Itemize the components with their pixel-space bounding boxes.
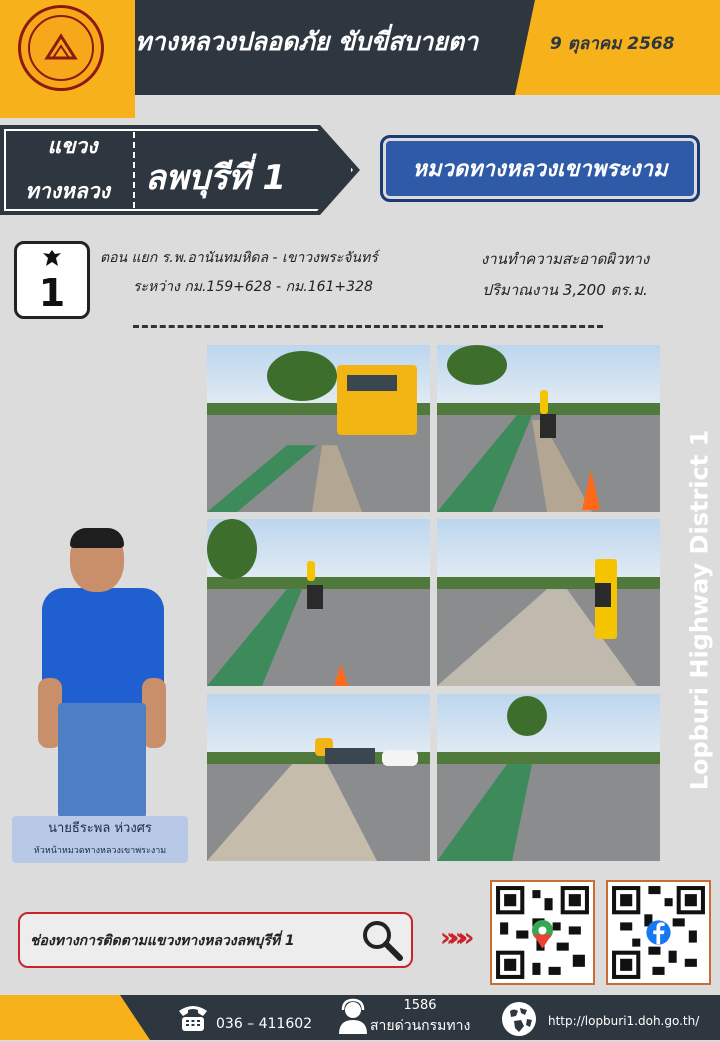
- hotline-number[interactable]: 1586: [403, 998, 437, 1013]
- section-name: หมวดทางหลวงเขาพระงาม: [412, 157, 668, 182]
- follow-channel-text: ช่องทางการติดตามแขวงทางหลวงลพบุรีที่ 1: [30, 933, 295, 949]
- qr-facebook[interactable]: [606, 880, 711, 985]
- work-type: งานทำความสะอาดผิวทาง: [480, 250, 650, 268]
- person-photo: [38, 528, 168, 818]
- photo-worker-sweeping: [437, 519, 660, 686]
- photo-workers-cone: [437, 345, 660, 512]
- search-icon[interactable]: [360, 918, 404, 962]
- dashed-divider: [133, 325, 603, 328]
- route-shield: [14, 241, 90, 319]
- district-vertical-label: [683, 410, 715, 810]
- phone-number[interactable]: 036 – 411602: [216, 1016, 313, 1032]
- department-of-highways-logo: [18, 5, 104, 91]
- operator-icon: [335, 998, 371, 1036]
- route-km-range: ระหว่าง กม.159+628 - กม.161+328: [133, 279, 373, 295]
- logo-emblem-icon: [28, 15, 94, 81]
- photo-median-green: [437, 694, 660, 861]
- person-title: หัวหน้าหมวดทางหลวงเขาพระงาม: [33, 846, 167, 856]
- globe-icon: [500, 1000, 538, 1038]
- person-name: นายธีระพล ห่วงศร: [48, 821, 152, 836]
- work-quantity: ปริมาณงาน 3,200 ตร.ม.: [482, 281, 648, 299]
- photo-truck-roadside: [207, 345, 430, 512]
- garuda-emblem-icon: [17, 248, 87, 273]
- chevrons-right-icon: »»»: [440, 923, 467, 953]
- page-title: ทางหลวงปลอดภัย ขับขี่สบายตา: [135, 27, 479, 56]
- district-label-line1: แขวง: [47, 134, 98, 158]
- route-number: 1: [38, 271, 66, 315]
- photo-cleaned-lane: [207, 694, 430, 861]
- phone-icon: [176, 1003, 210, 1033]
- qr-google-maps[interactable]: [490, 880, 595, 985]
- report-date: 9 ตุลาคม 2568: [550, 34, 675, 54]
- district-name: ลพบุรีที่ 1: [145, 158, 286, 198]
- photo-median-workers: [207, 519, 430, 686]
- facebook-icon: [646, 920, 670, 944]
- district-divider: [133, 132, 135, 208]
- hotline-label: สายด่วนกรมทาง: [370, 1018, 471, 1034]
- route-segment: ตอน แยก ร.พ.อานันทมหิดล - เขาวงพระจันทร์: [100, 250, 378, 266]
- district-vertical-text: Lopburi Highway District 1: [685, 429, 714, 791]
- section-badge: [380, 135, 700, 202]
- district-label-line2: ทางหลวง: [25, 179, 110, 203]
- website-link[interactable]: http://lopburi1.doh.go.th/: [548, 1014, 700, 1028]
